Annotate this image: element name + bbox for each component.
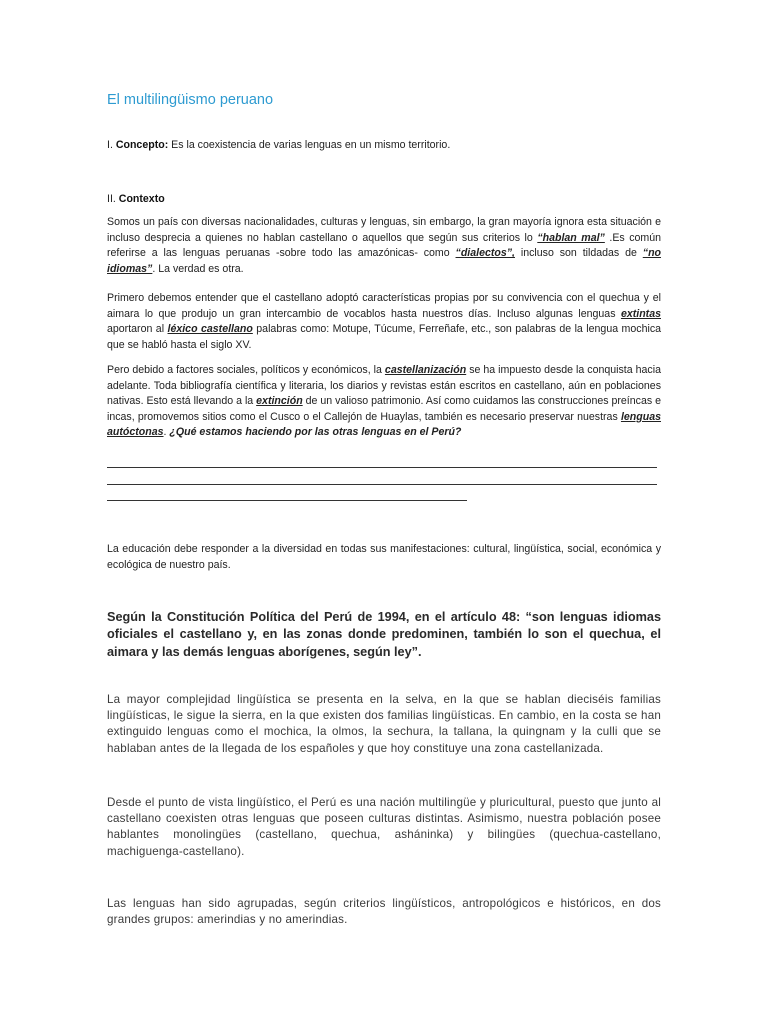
text-run: Desde el punto de vista lingüístico, el Perú es una nación multilingüe y pluricultural, puesto que junto al castellano coexisten otras lenguas que poseen culturas distintas. Asimismo, nuestra población posee hablantes monolingües (castellano, quechua, asháninka) y bilingües (quechua-castellano, machiguenga-castellano). <box>107 796 661 858</box>
text-run: .Es común referirse a las lenguas peruanas -sobre todo las amazónicas- como <box>107 231 662 260</box>
text-run: . <box>163 426 170 439</box>
text-run: incluso son tildadas de <box>515 247 643 260</box>
text-run: La mayor complejidad lingüística se presenta en la selva, en la que se hablan dieciséis familias lingüísticas, le sigue la sierra, en la que existen dos familias lingüísticas. En cambio, en la costa se han extinguido lenguas como el mochica, la olmos, la sechura, la tallana, la quingnam y la culli que se hablaban antes de la llegada de los españoles y que hoy constituye una zona castellanizada. <box>107 693 661 755</box>
paragraph-4 <box>107 542 661 573</box>
text-run: se ha impuesto desde la conquista hacia adelante. Toda bibliografía científica y literaria, los diarios y revistas están escritos en castellano, aún en poblaciones nativas. Esto está llevando a la <box>107 364 661 408</box>
text-run: Pero debido a factores sociales, políticos y económicos, la <box>107 364 385 376</box>
emphasis: lenguas autóctonas <box>107 410 661 439</box>
emphasis: “no idiomas” <box>107 247 662 275</box>
text-run: Somos un país con diversas nacionalidades, culturas y lenguas, sin embargo, la gran mayoría ignora esta situación e incluso desprecia a quienes no hablan castellano o aquellos que según sus criterios lo <box>107 216 661 244</box>
emphasis: extinción <box>256 395 303 408</box>
emphasis: “hablan mal” <box>537 231 605 244</box>
paragraph-7 <box>107 896 661 928</box>
answer-line <box>107 467 657 468</box>
paragraph-5 <box>107 692 661 757</box>
paragraph-6 <box>107 795 661 860</box>
emphasis: “dialectos”, <box>455 247 515 260</box>
answer-line <box>107 500 467 501</box>
paragraph-1 <box>107 215 661 277</box>
section-number: I. <box>107 139 113 151</box>
contexto-label: Contexto <box>118 193 165 205</box>
text-run: palabras como: Motupe, Túcume, Ferreñafe, etc., son palabras de la lengua mochica que se habló hasta el siglo XV. <box>107 323 662 351</box>
answer-line <box>107 484 657 485</box>
paragraph-2 <box>107 291 661 353</box>
concepto-label: Concepto: <box>115 139 169 151</box>
emphasis: castellanización <box>384 364 467 376</box>
emphasis: léxico castellano <box>167 323 253 336</box>
section-concepto <box>107 138 661 154</box>
concepto-text: Es la coexistencia de varias lenguas en un mismo territorio. <box>171 139 451 151</box>
emphasis: extintas <box>620 307 661 320</box>
section-contexto-heading <box>107 192 661 208</box>
text-run: Las lenguas han sido agrupadas, según criterios lingüísticos, antropológicos e históricos, en dos grandes grupos: amerindias y no amerindias. <box>107 897 661 927</box>
question: ¿Qué estamos haciendo por las otras lenguas en el Perú? <box>169 426 462 439</box>
document-title: El multilingüismo peruano <box>107 92 274 108</box>
constitution-quote: Según la Constitución Política del Perú de 1994, en el artículo 48: “son lenguas idiomas oficiales el castellano y, en las zonas donde predominen, también lo son el quechua, el aimara y las demás lenguas aborígenes, según ley”. <box>107 610 661 659</box>
text-run: La educación debe responder a la diversidad en todas sus manifestaciones: cultural, lingüística, social, económica y ecológica de nuestro país. <box>107 543 661 571</box>
text-run: de un valioso patrimonio. Así como cuidamos las construcciones preíncas e incas, promovemos sitios como el Cusco o el Callejón de Huaylas, también es necesario preservar nuestras <box>107 395 661 423</box>
text-run: . La verdad es otra. <box>152 262 244 275</box>
text-run: aportaron al <box>107 323 168 336</box>
section-number: II. <box>107 193 116 205</box>
text-run: Primero debemos entender que el castellano adoptó características propias por su convivencia con el quechua y el aimara lo que produjo un gran intercambio de vocablos hasta nuestros días. Incluso algunas lenguas <box>107 292 661 320</box>
paragraph-3 <box>107 363 661 441</box>
